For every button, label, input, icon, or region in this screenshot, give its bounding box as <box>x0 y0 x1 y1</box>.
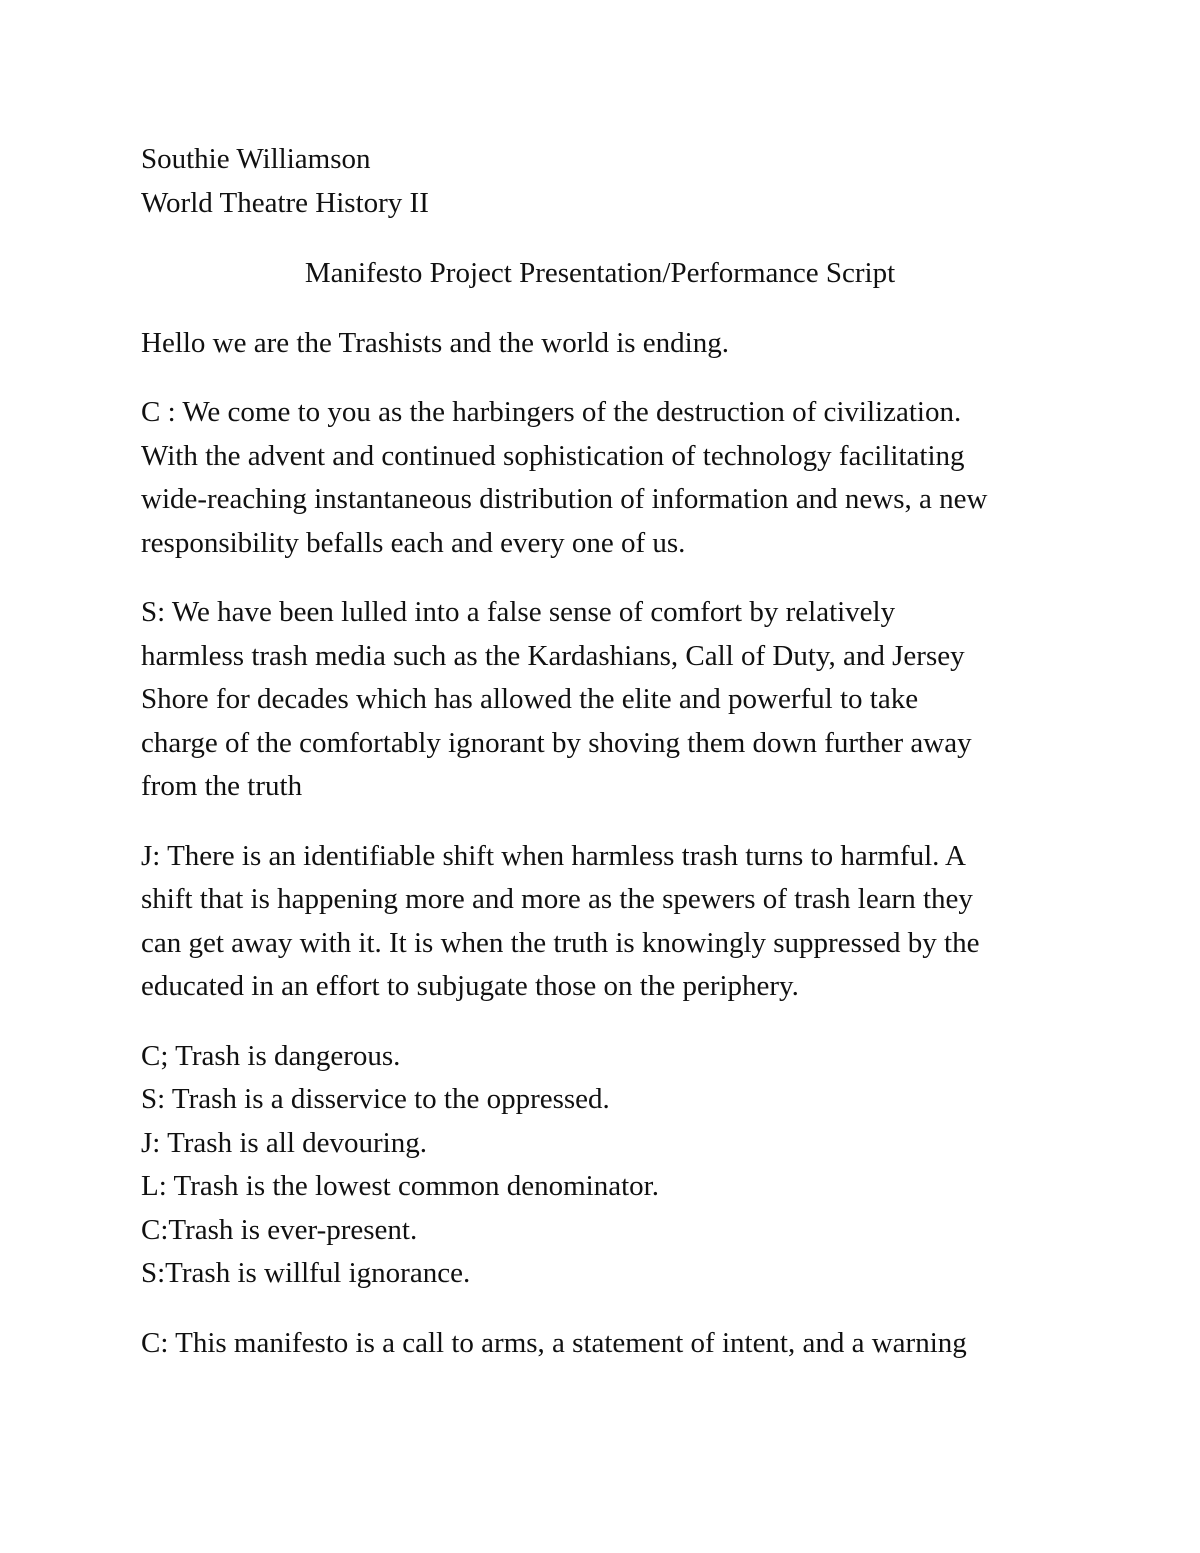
paragraph-line: C: This manifesto is a call to arms, a statement of intent, and a warning <box>141 1326 967 1359</box>
paragraph-line: Shore for decades which has allowed the elite and powerful to take <box>141 683 919 715</box>
paragraph-j-shift <box>141 835 1071 1009</box>
paragraph-line: C : We come to you as the harbingers of the destruction of civilization. <box>141 396 962 428</box>
list-line: S:Trash is willful ignorance. <box>141 1257 471 1289</box>
list-line: C; Trash is dangerous. <box>141 1039 401 1072</box>
paragraph-line: harmless trash media such as the Kardashians, Call of Duty, and Jersey <box>141 639 965 672</box>
paragraph-trash-list <box>141 1035 1071 1296</box>
list-line: C:Trash is ever-present. <box>141 1213 418 1246</box>
paragraph-line: charge of the comfortably ignorant by shoving them down further away <box>141 726 972 759</box>
document-title: Manifesto Project Presentation/Performance Script <box>304 257 896 289</box>
paragraph-line: S: We have been lulled into a false sense of comfort by relatively <box>141 596 896 628</box>
paragraph-line: from the truth <box>141 770 303 802</box>
list-line: L: Trash is the lowest common denominator. <box>141 1170 659 1202</box>
list-line: J: Trash is all devouring. <box>141 1126 427 1159</box>
paragraph-s-comfort <box>141 591 1071 809</box>
paragraph-c-harbingers <box>141 391 1071 565</box>
document-body <box>141 138 1071 1365</box>
paragraph-intro <box>141 322 1071 366</box>
paragraph-c-manifesto <box>141 1322 1071 1366</box>
paragraph-line: J: There is an identifiable shift when harmless trash turns to harmful. A <box>141 839 966 872</box>
paragraph-line: Hello we are the Trashists and the world is ending. <box>141 326 729 359</box>
list-line: S: Trash is a disservice to the oppressed. <box>141 1083 610 1115</box>
paragraph-line: can get away with it. It is when the truth is knowingly suppressed by the <box>141 926 980 959</box>
paragraph-line: educated in an effort to subjugate those on the periphery. <box>141 970 799 1002</box>
paragraph-line: wide-reaching instantaneous distribution of information and news, a new <box>141 483 988 515</box>
course-name: World Theatre History II <box>141 186 429 219</box>
author-name: Southie Williamson <box>141 143 371 175</box>
paragraph-line: With the advent and continued sophistication of technology facilitating <box>141 439 965 472</box>
paragraph-line: responsibility befalls each and every one of us. <box>141 526 686 559</box>
paragraph-line: shift that is happening more and more as the spewers of trash learn they <box>141 883 973 915</box>
